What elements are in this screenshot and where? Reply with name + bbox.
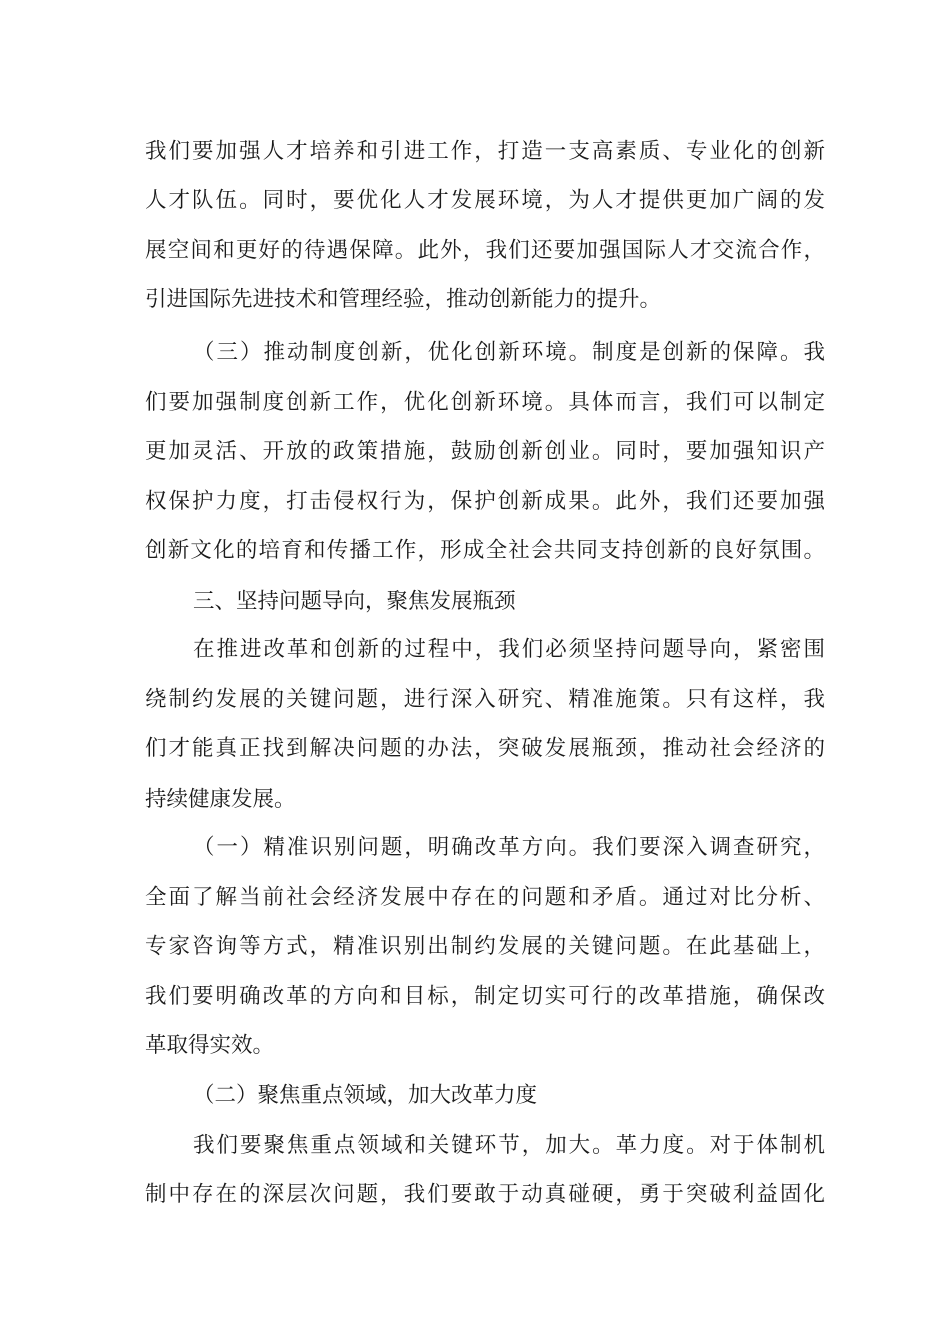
text-line: 引进国际先进技术和管理经验，推动创新能力的提升。 [145, 287, 662, 312]
text-line: 们才能真正找到解决问题的办法，突破发展瓶颈，推动社会经济的 [145, 736, 825, 761]
text-line: 我们要加强人才培养和引进工作，打造一支高素质、专业化的创新 [145, 139, 825, 164]
text-line: 绕制约发展的关键问题，进行深入研究、精准施策。只有这样，我 [145, 687, 825, 712]
text-line: 全面了解当前社会经济发展中存在的问题和矛盾。通过对比分析、 [145, 885, 825, 910]
text-line: 革取得实效。 [145, 1033, 275, 1058]
text-line: 们要加强制度创新工作，优化创新环境。具体而言，我们可以制定 [145, 390, 825, 415]
text-line: 持续健康发展。 [145, 787, 296, 812]
paragraph-heading-line: （三）推动制度创新，优化创新环境。制度是创新的保障。我 [193, 340, 825, 365]
paragraph-heading-line: （一）精准识别问题，明确改革方向。我们要深入调查研究， [193, 835, 825, 860]
text-line: 专家咨询等方式，精准识别出制约发展的关键问题。在此基础上， [145, 934, 825, 959]
text-line: 制中存在的深层次问题，我们要敢于动真碰硬，勇于突破利益固化 [145, 1182, 825, 1207]
text-line: 在推进改革和创新的过程中，我们必须坚持问题导向，紧密围 [193, 637, 825, 662]
text-line: 展空间和更好的待遇保障。此外，我们还要加强国际人才交流合作， [145, 238, 825, 263]
text-line: 我们要聚焦重点领域和关键环节，加大。革力度。对于体制机 [193, 1133, 825, 1158]
subsection-heading: （二）聚焦重点领域，加大改革力度 [193, 1083, 538, 1108]
text-line: 更加灵活、开放的政策措施，鼓励创新创业。同时，要加强知识产 [145, 439, 825, 464]
text-line: 权保护力度，打击侵权行为，保护创新成果。此外，我们还要加强 [145, 489, 825, 514]
text-line: 我们要明确改革的方向和目标，制定切实可行的改革措施，确保改 [145, 984, 825, 1009]
section-heading: 三、坚持问题导向，聚焦发展瓶颈 [193, 589, 516, 614]
text-line: 人才队伍。同时，要优化人才发展环境，为人才提供更加广阔的发 [145, 188, 825, 213]
text-line: 创新文化的培育和传播工作，形成全社会共同支持创新的良好氛围。 [145, 538, 825, 563]
